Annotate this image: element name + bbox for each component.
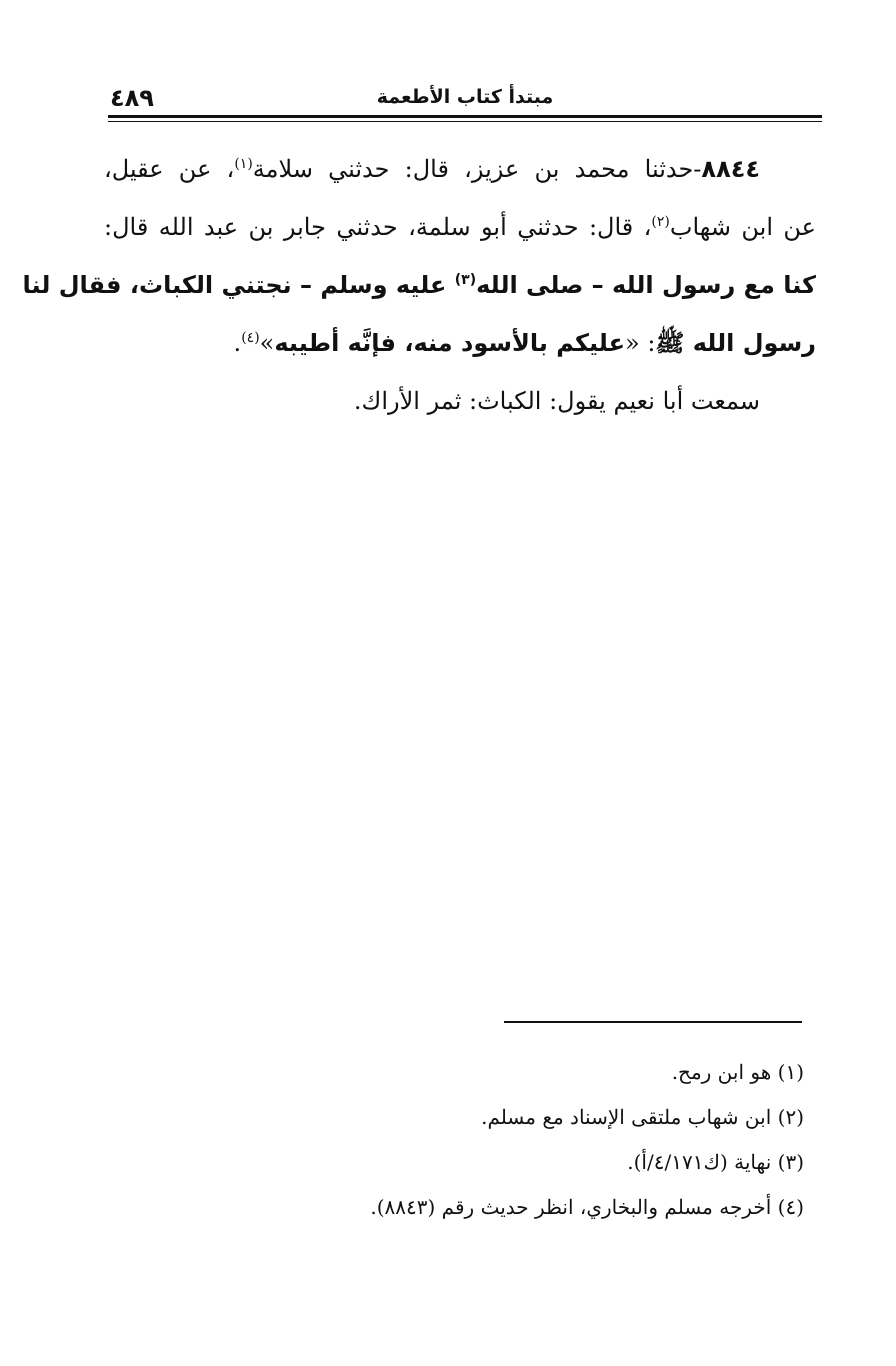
page-header <box>108 78 822 118</box>
footnote-separator <box>504 1021 802 1023</box>
hadith-number: ٨٨٤٤ <box>701 155 761 183</box>
hadith-quote-close: » <box>259 329 275 357</box>
hadith-line-2-text: عن ابن شهاب <box>669 213 816 241</box>
header-rule-thick <box>108 115 822 118</box>
footnote-4: (٤) أخرجه مسلم والبخاري، انظر حديث رقم (٨٨٤٣). <box>370 1195 804 1219</box>
running-title: مبتدأ كتاب الأطعمة <box>376 86 554 108</box>
hadith-line-3-text: كنا مع رسول الله – صلى الله <box>476 271 816 299</box>
footnotes <box>300 1050 804 1230</box>
hadith-line-3-tail: عليه وسلم – نجتني الكباث، فقال لنا <box>22 271 455 299</box>
footnote-3: (٣) نهاية (ك٤/١٧١/أ). <box>627 1150 804 1174</box>
hadith-line-2-tail: ، قال: حدثني أبو سلمة، حدثني جابر بن عبد الله قال: <box>104 213 652 241</box>
hadith-quote: عليكم بالأسود منه، فإنَّه أطيبه <box>274 329 625 357</box>
hadith-line-4-end: . <box>233 329 242 357</box>
hadith-line-1 <box>104 140 816 198</box>
hadith-text <box>22 140 816 430</box>
page-number: ٤٨٩ <box>110 84 154 112</box>
hadith-line-1-tail: ، عن عقيل، <box>104 155 235 183</box>
hadith-line-4-prophet: رسول الله ﷺ <box>655 329 816 357</box>
footnote-ref-1: (١) <box>234 156 253 172</box>
footnote-ref-4: (٤) <box>241 330 260 346</box>
hadith-line-4-colon: : « <box>625 329 656 357</box>
footnote-ref-2: (٢) <box>651 214 670 230</box>
hadith-line-5: سمعت أبا نعيم يقول: الكباث: ثمر الأراك. <box>353 387 760 415</box>
header-rule-thin <box>108 121 822 122</box>
hadith-line-3 <box>22 256 816 314</box>
footnote-ref-3: (٣) <box>454 272 477 288</box>
hadith-line-4 <box>104 314 816 372</box>
hadith-line-2 <box>104 198 816 256</box>
footnote-1: (١) هو ابن رمح. <box>671 1060 804 1084</box>
hadith-line-1-text: -حدثنا محمد بن عزيز، قال: حدثني سلامة <box>252 155 702 183</box>
footnote-2: (٢) ابن شهاب ملتقى الإسناد مع مسلم. <box>481 1105 804 1129</box>
